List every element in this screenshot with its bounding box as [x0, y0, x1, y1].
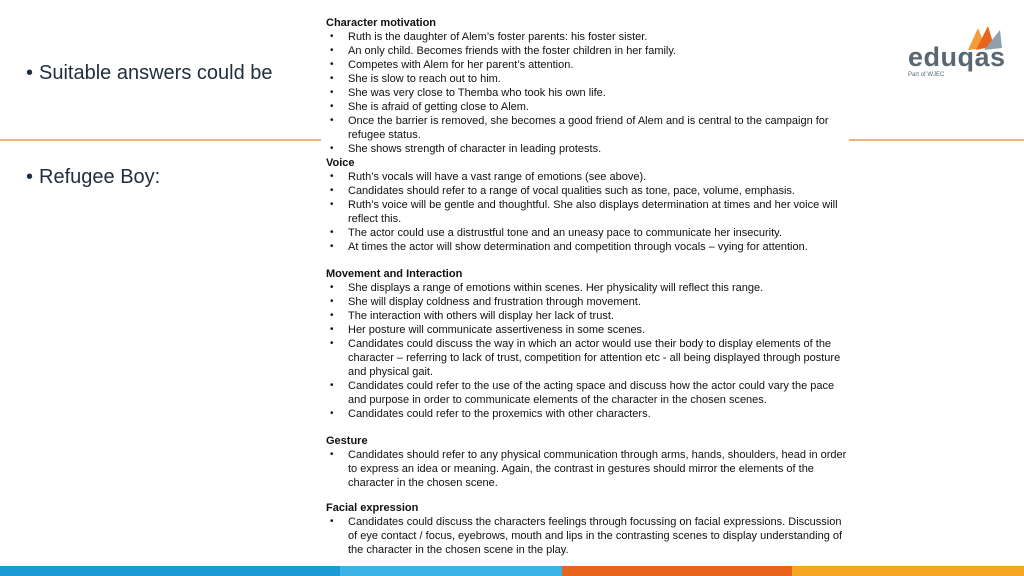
- list-item: • Candidates should refer to a range of vocal qualities such as tone, pace, volume, emphasis.: [321, 184, 849, 198]
- section-list: [321, 515, 849, 557]
- list-item: • Candidates could refer to the use of the acting space and discuss how the actor could vary the pace and purpose in order to communicate elements of the character in the chosen scenes.: [321, 379, 849, 407]
- section-heading: Character motivation: [326, 17, 437, 29]
- band-segment: [0, 566, 340, 576]
- list-item: • Her posture will communicate assertiveness in some scenes.: [321, 323, 849, 337]
- bullet-refugee-boy: [26, 166, 160, 189]
- list-item: • An only child. Becomes friends with the foster children in her family.: [321, 44, 849, 58]
- band-segment: [562, 566, 792, 576]
- list-item: • She is slow to reach out to him.: [321, 72, 849, 86]
- eduqas-logo: [906, 22, 1006, 82]
- list-item: • She is afraid of getting close to Alem.: [321, 100, 849, 114]
- list-item: • She shows strength of character in leading protests.: [321, 142, 849, 156]
- bullet-dot: •: [26, 62, 34, 84]
- list-item: • She was very close to Themba who took his own life.: [321, 86, 849, 100]
- list-item: • The actor could use a distrustful tone and an uneasy pace to communicate her insecurity.: [321, 226, 849, 240]
- list-item: • At times the actor will show determination and competition through vocals – vying for attention.: [321, 240, 849, 254]
- bottom-color-band: [0, 566, 1024, 576]
- list-item: • She will display coldness and frustration through movement.: [321, 295, 849, 309]
- list-item: • Competes with Alem for her parent’s attention.: [321, 58, 849, 72]
- section-heading: Movement and Interaction: [326, 268, 463, 280]
- section-list: [321, 281, 849, 421]
- list-item: • Ruth is the daughter of Alem’s foster parents: his foster sister.: [321, 30, 849, 44]
- section-heading: Facial expression: [326, 502, 419, 514]
- list-item: • Ruth’s vocals will have a vast range of emotions (see above).: [321, 170, 849, 184]
- section-list: [321, 170, 849, 254]
- list-item: • Once the barrier is removed, she becomes a good friend of Alem and is central to the campaign for refugee status.: [321, 114, 849, 142]
- bullet-suitable-answers: [26, 62, 273, 85]
- list-item: • Candidates could discuss the characters feelings through focussing on facial expressions. Discussion of eye contact / focus, eyebrows, mouth and lips in the contrasting scenes to display understanding of the character in the chosen scene in the play.: [321, 515, 849, 557]
- band-segment: [340, 566, 562, 576]
- list-item: • Candidates should refer to any physical communication through arms, hands, shoulders, head in order to express an idea or meaning. Again, the contrast in gestures should mirror the elements of the character in the chosen scene.: [321, 448, 849, 490]
- bullet-text: Suitable answers could be: [39, 62, 273, 84]
- list-item: • The interaction with others will display her lack of trust.: [321, 309, 849, 323]
- band-segment: [792, 566, 1024, 576]
- list-item: • Candidates could discuss the way in which an actor would use their body to display elements of the character – referring to lack of trust, competition for attention etc - all being displayed through posture and physical gait.: [321, 337, 849, 379]
- list-item: • Ruth’s voice will be gentle and thoughtful. She also displays determination at times and her voice will reflect this.: [321, 198, 849, 226]
- section-heading: Gesture: [326, 435, 368, 447]
- section-heading: Voice: [326, 157, 355, 169]
- mark-scheme-document: [321, 10, 849, 566]
- section-list: [321, 30, 849, 156]
- list-item: • She displays a range of emotions within scenes. Her physicality will reflect this range.: [321, 281, 849, 295]
- bullet-text: Refugee Boy:: [39, 166, 161, 188]
- section-list: [321, 448, 849, 490]
- logo-wordmark: eduqas: [908, 42, 1006, 72]
- logo-subtitle: Part of WJEC: [908, 72, 945, 78]
- list-item: • Candidates could refer to the proxemics with other characters.: [321, 407, 849, 421]
- bullet-dot: •: [26, 166, 34, 188]
